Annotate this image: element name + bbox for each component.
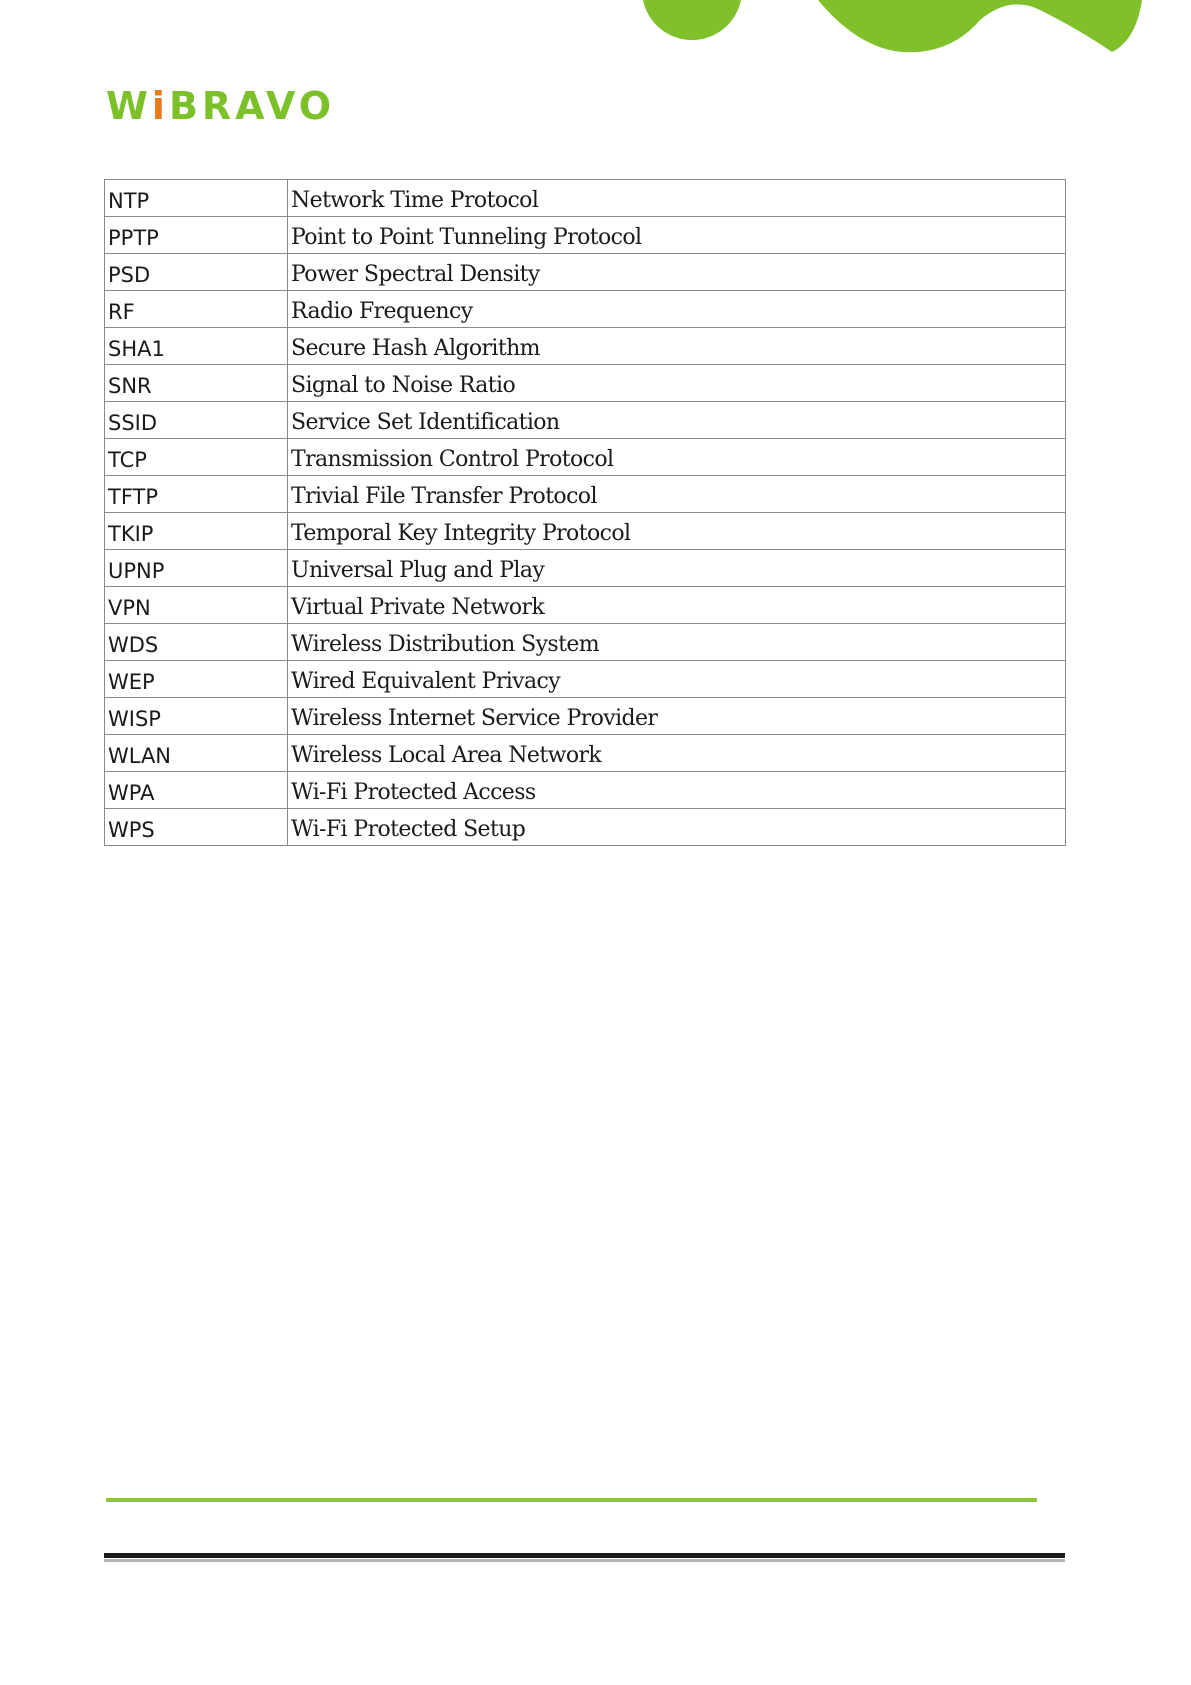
table-row <box>105 291 1066 328</box>
table-row <box>105 180 1066 217</box>
abbreviation-cell: UPNP <box>105 550 288 587</box>
green-circle-small <box>643 0 741 40</box>
definition-cell: Wi-Fi Protected Access <box>288 772 1066 809</box>
abbreviation-cell: WPA <box>105 772 288 809</box>
definition-cell: Network Time Protocol <box>288 180 1066 217</box>
footer-black-rule <box>104 1553 1065 1558</box>
glossary-table <box>104 179 1066 846</box>
table-row <box>105 772 1066 809</box>
definition-cell: Temporal Key Integrity Protocol <box>288 513 1066 550</box>
definition-cell: Secure Hash Algorithm <box>288 328 1066 365</box>
abbreviation-cell: TKIP <box>105 513 288 550</box>
table-row <box>105 513 1066 550</box>
definition-cell: Wireless Internet Service Provider <box>288 698 1066 735</box>
definition-cell: Signal to Noise Ratio <box>288 365 1066 402</box>
table-row <box>105 402 1066 439</box>
definition-cell: Power Spectral Density <box>288 254 1066 291</box>
glossary-table-body <box>105 180 1066 846</box>
abbreviation-cell: SNR <box>105 365 288 402</box>
definition-cell: Trivial File Transfer Protocol <box>288 476 1066 513</box>
table-row <box>105 587 1066 624</box>
definition-cell: Wired Equivalent Privacy <box>288 661 1066 698</box>
abbreviation-cell: WLAN <box>105 735 288 772</box>
table-row <box>105 254 1066 291</box>
table-row <box>105 809 1066 846</box>
abbreviation-cell: SSID <box>105 402 288 439</box>
header-decoration <box>0 0 1191 60</box>
definition-cell: Point to Point Tunneling Protocol <box>288 217 1066 254</box>
table-row <box>105 217 1066 254</box>
definition-cell: Service Set Identification <box>288 402 1066 439</box>
definition-cell: Wireless Distribution System <box>288 624 1066 661</box>
table-row <box>105 735 1066 772</box>
abbreviation-cell: WPS <box>105 809 288 846</box>
logo-text-start: W <box>106 84 152 128</box>
logo-dot: i <box>151 84 169 128</box>
table-row <box>105 328 1066 365</box>
abbreviation-cell: WDS <box>105 624 288 661</box>
wibravo-logo <box>106 86 335 126</box>
table-row <box>105 476 1066 513</box>
abbreviation-cell: SHA1 <box>105 328 288 365</box>
abbreviation-cell: NTP <box>105 180 288 217</box>
abbreviation-cell: TCP <box>105 439 288 476</box>
definition-cell: Transmission Control Protocol <box>288 439 1066 476</box>
footer-gray-rule <box>104 1559 1065 1562</box>
table-row <box>105 550 1066 587</box>
table-row <box>105 624 1066 661</box>
table-row <box>105 698 1066 735</box>
abbreviation-cell: PSD <box>105 254 288 291</box>
definition-cell: Wi-Fi Protected Setup <box>288 809 1066 846</box>
table-row <box>105 439 1066 476</box>
footer-green-rule <box>106 1498 1037 1502</box>
table-row <box>105 661 1066 698</box>
definition-cell: Radio Frequency <box>288 291 1066 328</box>
abbreviation-cell: WISP <box>105 698 288 735</box>
green-shape-large <box>818 0 1142 52</box>
definition-cell: Virtual Private Network <box>288 587 1066 624</box>
abbreviation-cell: TFTP <box>105 476 288 513</box>
table-row <box>105 365 1066 402</box>
definition-cell: Universal Plug and Play <box>288 550 1066 587</box>
abbreviation-cell: RF <box>105 291 288 328</box>
logo-text-end: BRAVO <box>168 84 336 128</box>
abbreviation-cell: VPN <box>105 587 288 624</box>
abbreviation-cell: WEP <box>105 661 288 698</box>
abbreviation-cell: PPTP <box>105 217 288 254</box>
definition-cell: Wireless Local Area Network <box>288 735 1066 772</box>
